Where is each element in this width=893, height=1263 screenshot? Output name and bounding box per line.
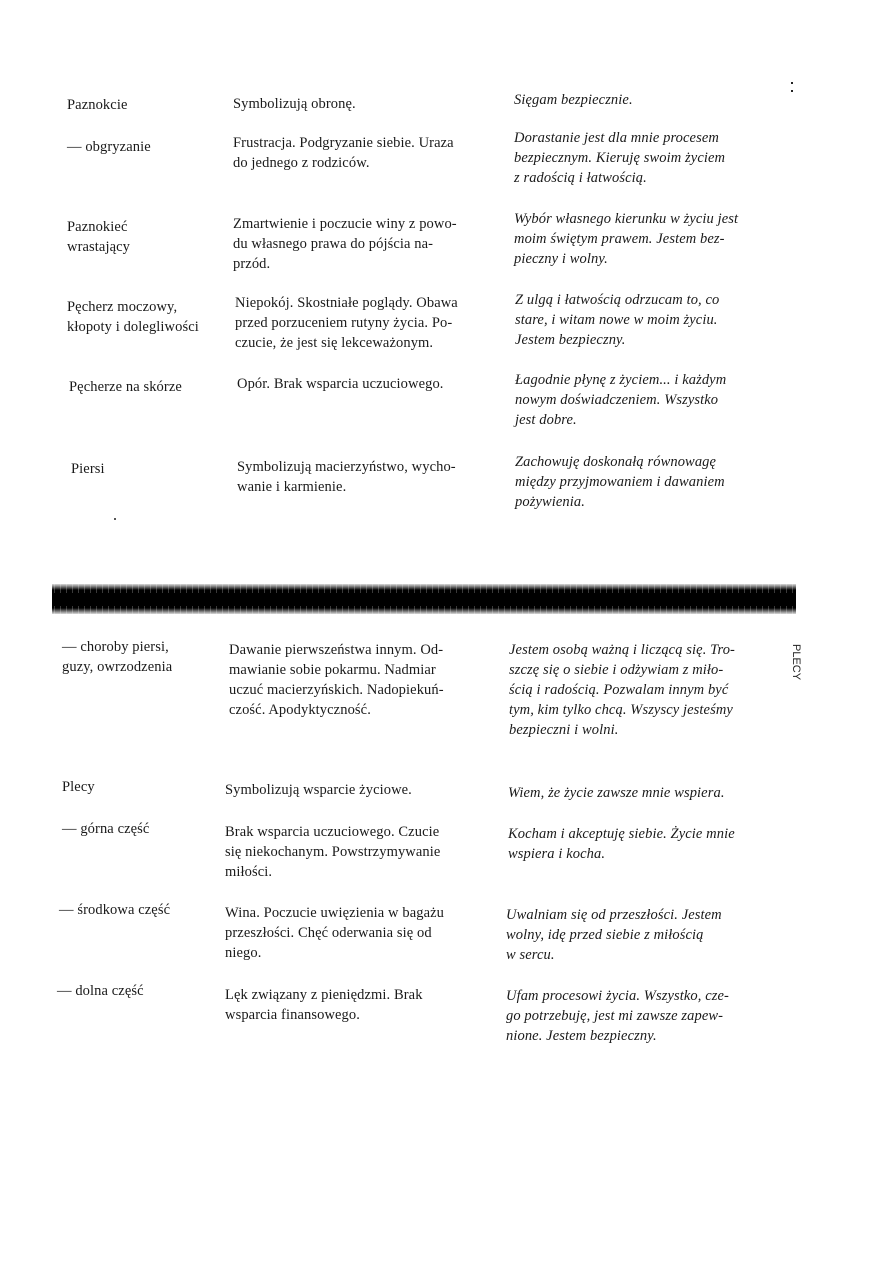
margin-dots xyxy=(790,82,794,102)
affirmation-cell-line: Zachowuję doskonałą równowagę xyxy=(515,454,717,470)
scan-artifact-band xyxy=(52,584,796,614)
affirmation-cell-line: Wybór własnego kierunku w życiu jest xyxy=(514,211,739,227)
affirmation-cell-line: Łagodnie płynę z życiem... i każdym xyxy=(515,372,727,388)
cause-cell xyxy=(225,903,483,963)
cause-cell xyxy=(237,457,495,497)
affirmation-cell-line: go potrzebuję, jest mi zawsze zapew- xyxy=(506,1008,724,1024)
affirmation-cell-line: Kocham i akceptuję siebie. Życie mnie xyxy=(508,826,735,842)
affirmation-cell-line: Wiem, że życie zawsze mnie wspiera. xyxy=(508,785,725,801)
affirmation-cell-line: wolny, idę przed siebie z miłością xyxy=(506,927,704,943)
affirmation-cell-line: tym, kim tylko chcą. Wszyscy jesteśmy xyxy=(509,702,733,718)
cause-cell-line: wsparcia finansowego. xyxy=(225,1007,360,1023)
cause-cell xyxy=(225,985,483,1025)
problem-cell-line: — choroby piersi, xyxy=(62,639,169,655)
affirmation-cell-line: Ufam procesowi życia. Wszystko, cze- xyxy=(506,988,729,1004)
problem-cell xyxy=(69,377,224,397)
cause-cell-line: czość. Apodyktyczność. xyxy=(229,702,371,718)
affirmation-cell xyxy=(506,986,768,1046)
cause-cell-line: Symbolizują obronę. xyxy=(233,96,356,112)
cause-cell xyxy=(233,94,491,114)
cause-cell-line: Dawanie pierwszeństwa innym. Od- xyxy=(229,642,444,658)
affirmation-cell-line: bezpieczni i wolni. xyxy=(509,722,619,738)
cause-cell-line: miłości. xyxy=(225,864,273,880)
affirmation-cell-line: nowym doświadczeniem. Wszystko xyxy=(515,392,719,408)
affirmation-cell xyxy=(508,783,770,803)
cause-cell-line: Brak wsparcia uczuciowego. Czucie xyxy=(225,824,440,840)
problem-cell-line: kłopoty i dolegliwości xyxy=(67,319,199,335)
cause-cell xyxy=(237,374,495,394)
affirmation-cell-line: z radością i łatwością. xyxy=(514,170,647,186)
problem-cell xyxy=(62,637,217,677)
problem-cell xyxy=(67,217,222,257)
affirmation-cell xyxy=(514,209,776,269)
problem-cell xyxy=(67,137,222,157)
affirmation-cell xyxy=(515,370,777,430)
problem-cell-line: — obgryzanie xyxy=(67,139,151,155)
problem-cell xyxy=(62,777,217,797)
cause-cell-line: Symbolizują wsparcie życiowe. xyxy=(225,782,412,798)
affirmation-cell-line: pożywienia. xyxy=(515,494,585,510)
cause-cell-line: przed porzuceniem rutyny życia. Po- xyxy=(235,315,453,331)
cause-cell-line: się niekochanym. Powstrzymywanie xyxy=(225,844,441,860)
problem-cell-line: Piersi xyxy=(71,461,105,477)
cause-cell-line: Opór. Brak wsparcia uczuciowego. xyxy=(237,376,444,392)
affirmation-cell-line: w sercu. xyxy=(506,947,555,963)
affirmation-cell-line: nione. Jestem bezpieczny. xyxy=(506,1028,657,1044)
affirmation-cell xyxy=(515,290,777,350)
cause-cell xyxy=(233,214,491,274)
cause-cell xyxy=(225,780,483,800)
cause-cell-line: wanie i karmienie. xyxy=(237,479,347,495)
cause-cell-line: niego. xyxy=(225,945,262,961)
affirmation-cell xyxy=(506,905,768,965)
affirmation-cell-line: stare, i witam nowe w moim życiu. xyxy=(515,312,718,328)
side-label: PLECY xyxy=(790,644,802,681)
problem-cell-line: — środkowa część xyxy=(59,902,171,918)
problem-cell xyxy=(59,900,214,920)
affirmation-cell xyxy=(508,824,770,864)
cause-cell-line: uczuć macierzyńskich. Nadopiekuń- xyxy=(229,682,444,698)
affirmation-cell-line: pieczny i wolny. xyxy=(514,251,608,267)
cause-cell xyxy=(229,640,487,720)
affirmation-cell-line: Uwalniam się od przeszłości. Jestem xyxy=(506,907,722,923)
affirmation-cell-line: Z ulgą i łatwością odrzucam to, co xyxy=(515,292,720,308)
cause-cell-line: czucie, że jest się lekceważonym. xyxy=(235,335,434,351)
affirmation-cell-line: Jestem bezpieczny. xyxy=(515,332,626,348)
affirmation-cell-line: szczę się o siebie i odżywiam z miło- xyxy=(509,662,724,678)
problem-cell xyxy=(57,981,212,1001)
cause-cell xyxy=(233,133,491,173)
cause-cell-line: Wina. Poczucie uwięzienia w bagażu xyxy=(225,905,445,921)
cause-cell-line: przód. xyxy=(233,256,271,272)
problem-cell-line: Paznokieć xyxy=(67,219,128,235)
cause-cell-line: do jednego z rodziców. xyxy=(233,155,370,171)
affirmation-cell-line: ścią i radością. Pozwalam innym być xyxy=(509,682,729,698)
affirmation-cell-line: między przyjmowaniem i dawaniem xyxy=(515,474,725,490)
cause-cell-line: Zmartwienie i poczucie winy z powo- xyxy=(233,216,457,232)
affirmation-cell-line: Dorastanie jest dla mnie procesem xyxy=(514,130,719,146)
affirmation-cell-line: moim świętym prawem. Jestem bez- xyxy=(514,231,725,247)
cause-cell-line: Frustracja. Podgryzanie siebie. Uraza xyxy=(233,135,454,151)
cause-cell-line: Symbolizują macierzyństwo, wycho- xyxy=(237,459,456,475)
cause-cell-line: Lęk związany z pieniędzmi. Brak xyxy=(225,987,423,1003)
problem-cell xyxy=(67,95,222,115)
cause-cell xyxy=(225,822,483,882)
affirmation-cell xyxy=(509,640,771,740)
problem-cell-line: Pęcherze na skórze xyxy=(69,379,182,395)
problem-cell xyxy=(62,819,217,839)
affirmation-cell-line: jest dobre. xyxy=(515,412,577,428)
cause-cell-line: Niepokój. Skostniałe poglądy. Obawa xyxy=(235,295,458,311)
cause-cell-line: mawianie sobie pokarmu. Nadmiar xyxy=(229,662,436,678)
problem-cell-line: Pęcherz moczowy, xyxy=(67,299,178,315)
problem-cell-line: wrastający xyxy=(67,239,130,255)
affirmation-cell-line: Sięgam bezpiecznie. xyxy=(514,92,633,108)
problem-cell-line: Plecy xyxy=(62,779,95,795)
affirmation-cell xyxy=(514,128,776,188)
scan-speck xyxy=(114,518,116,520)
cause-cell-line: du własnego prawa do pójścia na- xyxy=(233,236,434,252)
affirmation-cell xyxy=(515,452,777,512)
affirmation-cell-line: bezpiecznym. Kieruję swoim życiem xyxy=(514,150,726,166)
affirmation-cell-line: wspiera i kocha. xyxy=(508,846,606,862)
problem-cell-line: Paznokcie xyxy=(67,97,128,113)
problem-cell-line: — górna część xyxy=(62,821,150,837)
problem-cell xyxy=(67,297,222,337)
cause-cell xyxy=(235,293,493,353)
problem-cell-line: — dolna część xyxy=(57,983,144,999)
cause-cell-line: przeszłości. Chęć oderwania się od xyxy=(225,925,432,941)
problem-cell-line: guzy, owrzodzenia xyxy=(62,659,173,675)
affirmation-cell-line: Jestem osobą ważną i liczącą się. Tro- xyxy=(509,642,735,658)
affirmation-cell xyxy=(514,90,776,110)
problem-cell xyxy=(71,459,226,479)
